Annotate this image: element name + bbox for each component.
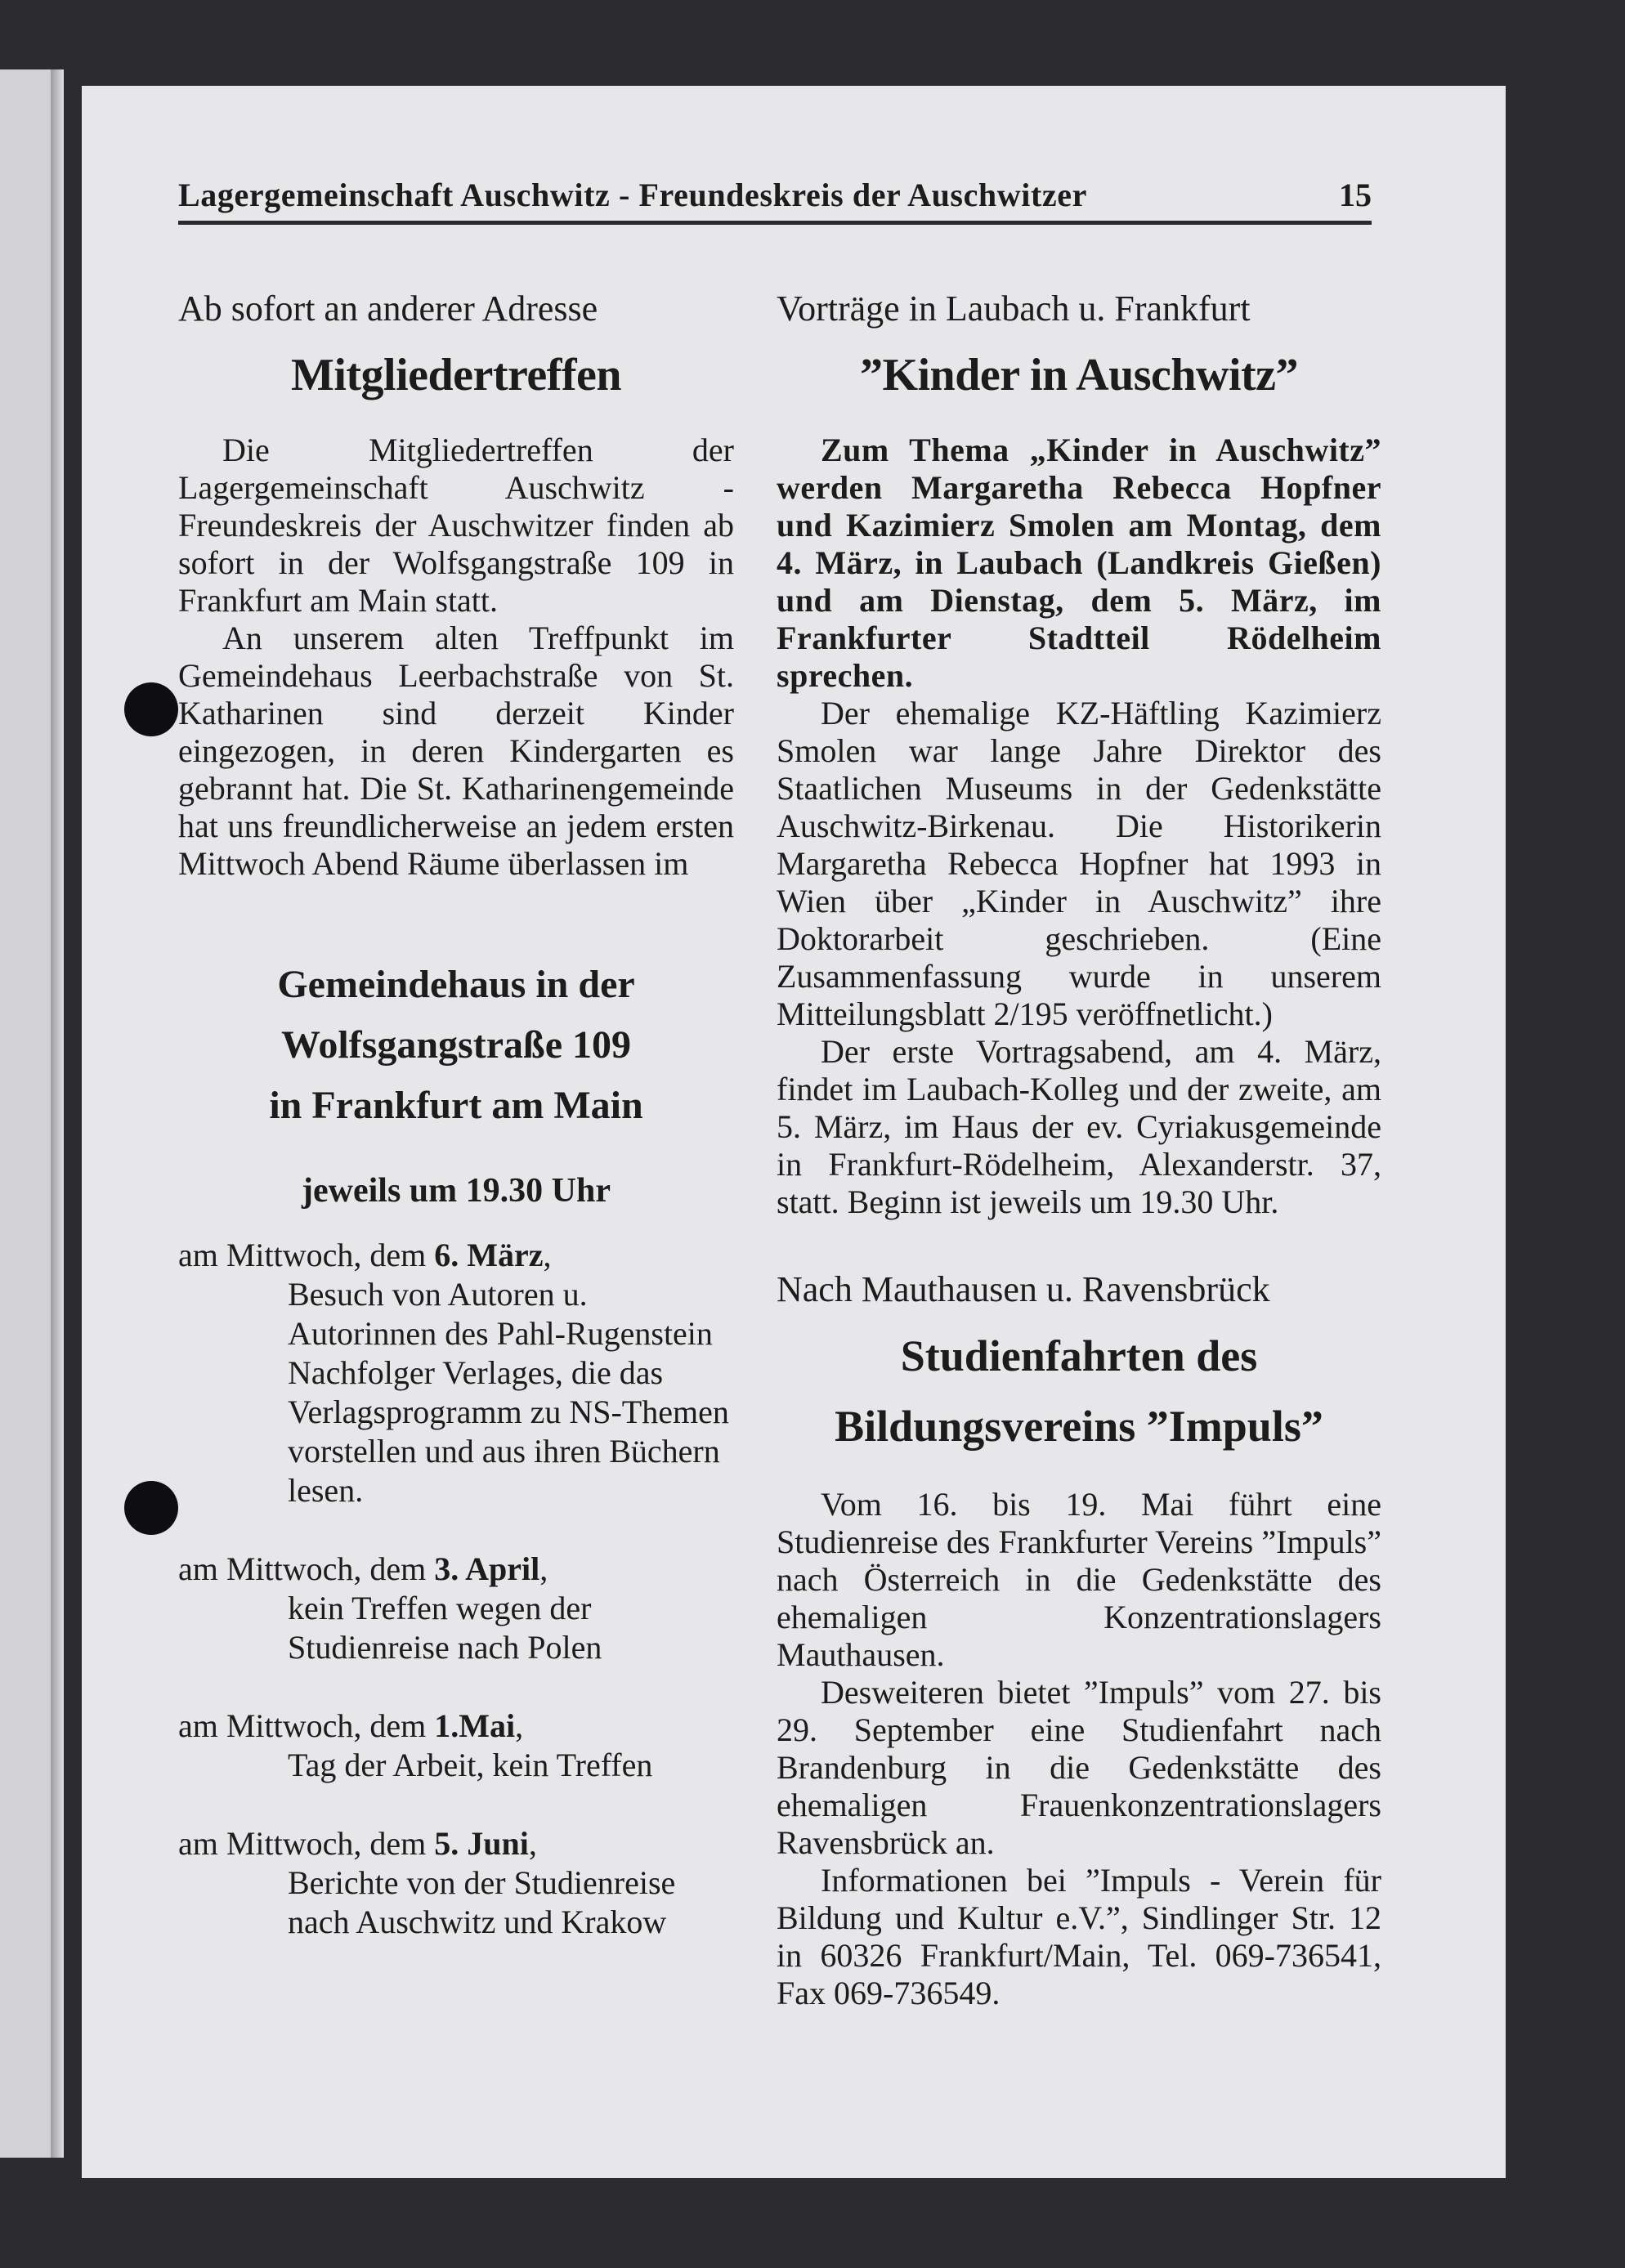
event-description: kein Treffen wegen der Studienreise nach Polen bbox=[288, 1590, 602, 1666]
paragraph: Informationen bei ”Impuls - Verein für Bildung und Kultur e.V.”, Sindlinger Str. 12 in 60326 Frankfurt/Main, Tel. 069-736541, Fax 069-736549. bbox=[777, 1862, 1381, 2011]
punch-hole-top bbox=[124, 682, 178, 736]
event-entry bbox=[178, 1550, 734, 1667]
event-date-suffix: , bbox=[543, 1237, 552, 1273]
article-headline: Mitgliedertreffen bbox=[290, 350, 622, 400]
paragraph: An unserem alten Treffpunkt im Gemeindehaus Leerbachstraße von St. Katharinen sind derzeit Kinder eingezogen, in deren Kindergarten es gebrannt hat. Die St. Katharinengemeinde hat uns freundlicherweise an jedem ersten Mittwoch Abend Räume überlassen im bbox=[178, 620, 734, 882]
event-date-bold: 3. April bbox=[434, 1550, 540, 1587]
event-date-bold: 6. März bbox=[434, 1237, 544, 1273]
event-date-suffix: , bbox=[528, 1825, 537, 1862]
paragraph: Der erste Vortragsabend, am 4. März, findet im Laubach-Kolleg und der zweite, am 5. März, im Haus der ev. Cyriakusgemeinde in Frankfurt-Rödelheim, Alexanderstr. 37, statt. Beginn ist jeweils um 19.30 Uhr. bbox=[777, 1033, 1381, 1220]
event-date bbox=[178, 1824, 734, 1863]
event-date bbox=[178, 1707, 734, 1746]
header-title: Lagergemeinschaft Auschwitz - Freundeskreis der Auschwitzer bbox=[178, 177, 1087, 213]
running-header bbox=[178, 172, 1372, 225]
event-date-prefix: am Mittwoch, dem bbox=[178, 1237, 435, 1273]
event-date-suffix: , bbox=[515, 1707, 524, 1744]
headline-line: Bildungsvereins ”Impuls” bbox=[835, 1402, 1323, 1451]
event-description: Tag der Arbeit, kein Treffen bbox=[288, 1747, 653, 1783]
article-headline: ”Kinder in Auschwitz” bbox=[859, 350, 1299, 400]
left-column bbox=[178, 286, 734, 1942]
event-date-suffix: , bbox=[539, 1550, 548, 1587]
article-kicker: Nach Mauthausen u. Ravensbrück bbox=[777, 1269, 1270, 1309]
lead-paragraph: Zum Thema „Kinder in Auschwitz” werden Margaretha Rebecca Hopfner und Kazimierz Smolen am Montag, dem 4. März, in Laubach (Landkreis Gießen) und am Dienstag, dem 5. März, im Frankfurter Stadtteil Rödelheim sprechen. bbox=[777, 432, 1381, 694]
meeting-time: jeweils um 19.30 Uhr bbox=[302, 1172, 611, 1210]
event-date bbox=[178, 1550, 734, 1589]
event-entry bbox=[178, 1707, 734, 1785]
paragraph: Desweiteren bietet ”Impuls” vom 27. bis 29. September eine Studienfahrt nach Brandenburg in die Gedenkstätte des ehemaligen Frauenkonzentrationslagers Ravensbrück an. bbox=[777, 1674, 1381, 1861]
venue-heading bbox=[178, 955, 734, 1136]
paragraph: Die Mitgliedertreffen der Lagergemeinschaft Auschwitz - Freundeskreis der Auschwitzer finden ab sofort in der Wolfsgangstraße 109 in Frankfurt am Main statt. bbox=[178, 432, 734, 619]
right-column bbox=[777, 286, 1381, 2012]
paragraph: Der ehemalige KZ-Häftling Kazimierz Smolen war lange Jahre Direktor des Staatlichen Museums in der Gedenkstätte Auschwitz-Birkenau. Die Historikerin Margaretha Rebecca Hopfner hat 1993 in Wien über „Kinder in Auschwitz” ihre Doktorarbeit geschrieben. (Eine Zusammenfassung wurde in unserem Mitteilungsblatt 2/195 veröffnetlicht.) bbox=[777, 695, 1381, 1032]
venue-line: in Frankfurt am Main bbox=[269, 1084, 643, 1127]
venue-line: Wolfsgangstraße 109 bbox=[280, 1023, 631, 1067]
event-entry bbox=[178, 1824, 734, 1942]
event-date bbox=[178, 1236, 734, 1275]
article-kicker: Ab sofort an anderer Adresse bbox=[178, 289, 598, 329]
headline-line: Studienfahrten des bbox=[900, 1331, 1258, 1380]
punch-hole-bottom bbox=[124, 1481, 178, 1535]
article-kicker: Vorträge in Laubach u. Frankfurt bbox=[777, 289, 1251, 329]
event-date-prefix: am Mittwoch, dem bbox=[178, 1550, 435, 1587]
event-date-prefix: am Mittwoch, dem bbox=[178, 1707, 435, 1744]
venue-line: Gemeindehaus in der bbox=[277, 963, 635, 1006]
event-date-prefix: am Mittwoch, dem bbox=[178, 1825, 435, 1862]
event-description: Berichte von der Studienreise nach Auschwitz und Krakow bbox=[288, 1864, 676, 1940]
event-entry bbox=[178, 1236, 734, 1510]
page-number: 15 bbox=[1339, 177, 1372, 213]
event-date-bold: 1.Mai bbox=[434, 1707, 516, 1744]
event-date-bold: 5. Juni bbox=[434, 1825, 529, 1862]
binding-edge bbox=[51, 69, 64, 2158]
article-headline bbox=[777, 1321, 1381, 1461]
event-description: Besuch von Autoren u. Autorinnen des Pahl-Rugenstein Nachfolger Verlages, die das Verlagsprogramm zu NS-Themen vorstellen und aus ihren Büchern lesen. bbox=[288, 1276, 729, 1509]
paragraph: Vom 16. bis 19. Mai führt eine Studienreise des Frankfurter Vereins ”Impuls” nach Österreich in die Gedenkstätte des ehemaligen Konzentrationslagers Mauthausen. bbox=[777, 1486, 1381, 1673]
